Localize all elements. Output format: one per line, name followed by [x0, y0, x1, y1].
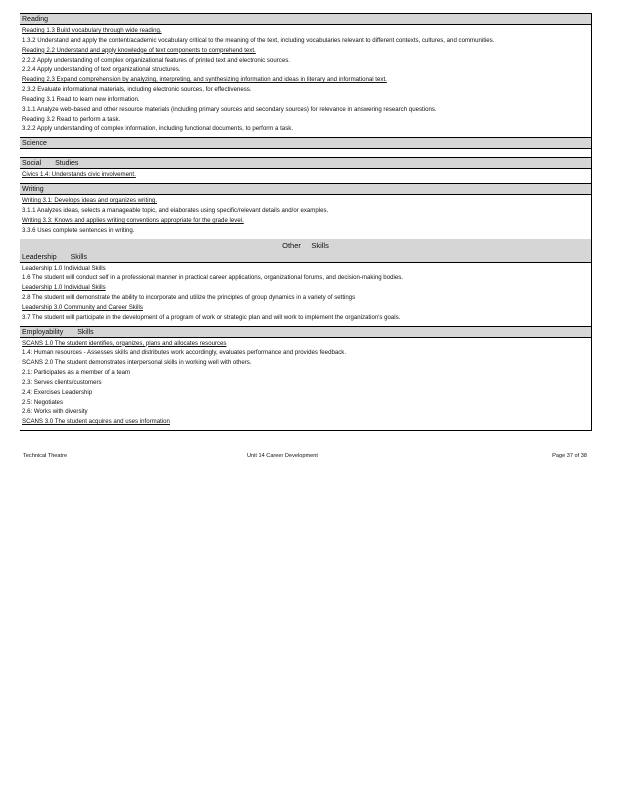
section-header-writing: [20, 183, 591, 195]
section-body-employability: [20, 338, 591, 432]
standard-line: 1.4: Human resources - Assesses skills and distributes work accordingly, evaluates performance and provides feedback.: [22, 349, 347, 357]
section-title-part: Leadership: [22, 253, 57, 261]
section-header-reading: [20, 13, 591, 25]
section-title-part: Skills: [77, 328, 94, 336]
section-title-part: Social: [22, 160, 42, 168]
section-body-reading: [20, 25, 591, 137]
section-title-part: Studies: [55, 160, 79, 168]
standard-line: Reading 1.3 Build vocabulary through wide reading.: [22, 27, 162, 34]
section-title: Science: [22, 140, 47, 148]
standard-line: 2.1: Participates as a member of a team: [22, 369, 131, 377]
banner-title-part: Skills: [311, 240, 329, 250]
standard-line: 3.7 The student will participate in the development of a program of work or strategic plan and will work to implement the organization's goals.: [22, 313, 401, 321]
section-header-leadership: [20, 252, 591, 263]
standard-line: Leadership 3.0 Community and Career Skills: [22, 303, 143, 311]
standard-line: Leadership 1.0 Individual Skills: [22, 284, 106, 292]
section-header-science: [20, 137, 591, 149]
banner-title-part: Other: [282, 240, 301, 250]
standard-line: Leadership 1.0 Individual Skills: [22, 264, 106, 272]
standard-line: SCANS 1.0 The student identifies, organizes, plans and allocates resources: [22, 339, 227, 347]
standard-line: Civics 1.4: Understands civic involvement.: [22, 171, 136, 179]
standard-line: 3.3.6 Uses complete sentences in writing.: [22, 226, 135, 234]
standard-line: 2.3.2 Evaluate informational materials, including electronic sources, for effectiveness.: [22, 86, 252, 94]
standard-line: Reading 2.2 Understand and apply knowledge of text components to comprehend text.: [22, 46, 256, 54]
section-title-part: Employability: [22, 328, 64, 336]
section-header-social-studies: [20, 157, 591, 169]
standard-line: Writing 3.1: Develops ideas and organizes writing.: [22, 197, 158, 205]
standards-table: [20, 13, 592, 431]
standard-line: SCANS 2.0 The student demonstrates interpersonal skills in working well with others.: [22, 359, 252, 367]
standard-line: 3.2.2 Apply understanding of complex information, including functional documents, to perform a task.: [22, 125, 293, 133]
section-title: Writing: [22, 186, 44, 194]
section-body-writing: [20, 195, 591, 238]
standard-line: 2.3: Serves clients/customers: [22, 378, 102, 386]
standard-line: Writing 3.3: Knows and applies writing conventions appropriate for the grade level.: [22, 216, 244, 224]
section-title-part: Skills: [70, 253, 87, 261]
standard-line: 2.8 The student will demonstrate the ability to incorporate and utilize the principles of group dynamics in a variety of settings: [22, 294, 356, 302]
section-body-science: [20, 149, 591, 157]
standard-line: Reading 2.3 Expand comprehension by analyzing, interpreting, and synthesizing information and ideas in literary and informational text.: [22, 76, 387, 84]
footer-page-number: Page 37 of 38: [552, 453, 587, 459]
standard-line: 1.6 The student will conduct self in a professional manner in practical career applications, organizational forums, and decision-making bodies.: [22, 274, 403, 282]
standard-line: SCANS 3.0 The student acquires and uses information: [22, 418, 170, 426]
standard-line: 2.5: Negotiates: [22, 398, 63, 406]
standard-line: 2.6: Works with diversity: [22, 408, 88, 416]
standard-line: 2.2.4 Apply understanding of text organizational structures.: [22, 66, 181, 74]
standard-line: Reading 3.1 Read to learn new information.: [22, 95, 140, 103]
other-skills-banner: [20, 239, 591, 252]
section-title: Reading: [22, 16, 49, 23]
standard-line: 2.4: Exercises Leadership: [22, 388, 93, 396]
standard-line: 2.2.2 Apply understanding of complex organizational features of printed text and electronic sources.: [22, 56, 290, 64]
standard-line: 3.1.1 Analyze web-based and other resource materials (including primary sources and secondary sources) for relevance in answering research questions.: [22, 105, 437, 113]
section-body-leadership: [20, 263, 591, 326]
standard-line: 1.3.2 Understand and apply the content/academic vocabulary critical to the meaning of the text, including vocabularies relevant to different contexts, cultures, and communities.: [22, 36, 495, 44]
standard-line: 3.1.1 Analyzes ideas, selects a manageable topic, and elaborates using specific/relevant details and/or examples.: [22, 206, 329, 214]
footer-course: Technical Theatre: [23, 453, 68, 459]
section-body-social-studies: [20, 169, 591, 183]
section-header-employability: [20, 326, 591, 338]
footer-unit: Unit 14 Career Development: [247, 453, 318, 459]
standard-line: Reading 3.2 Read to perform a task.: [22, 115, 121, 123]
